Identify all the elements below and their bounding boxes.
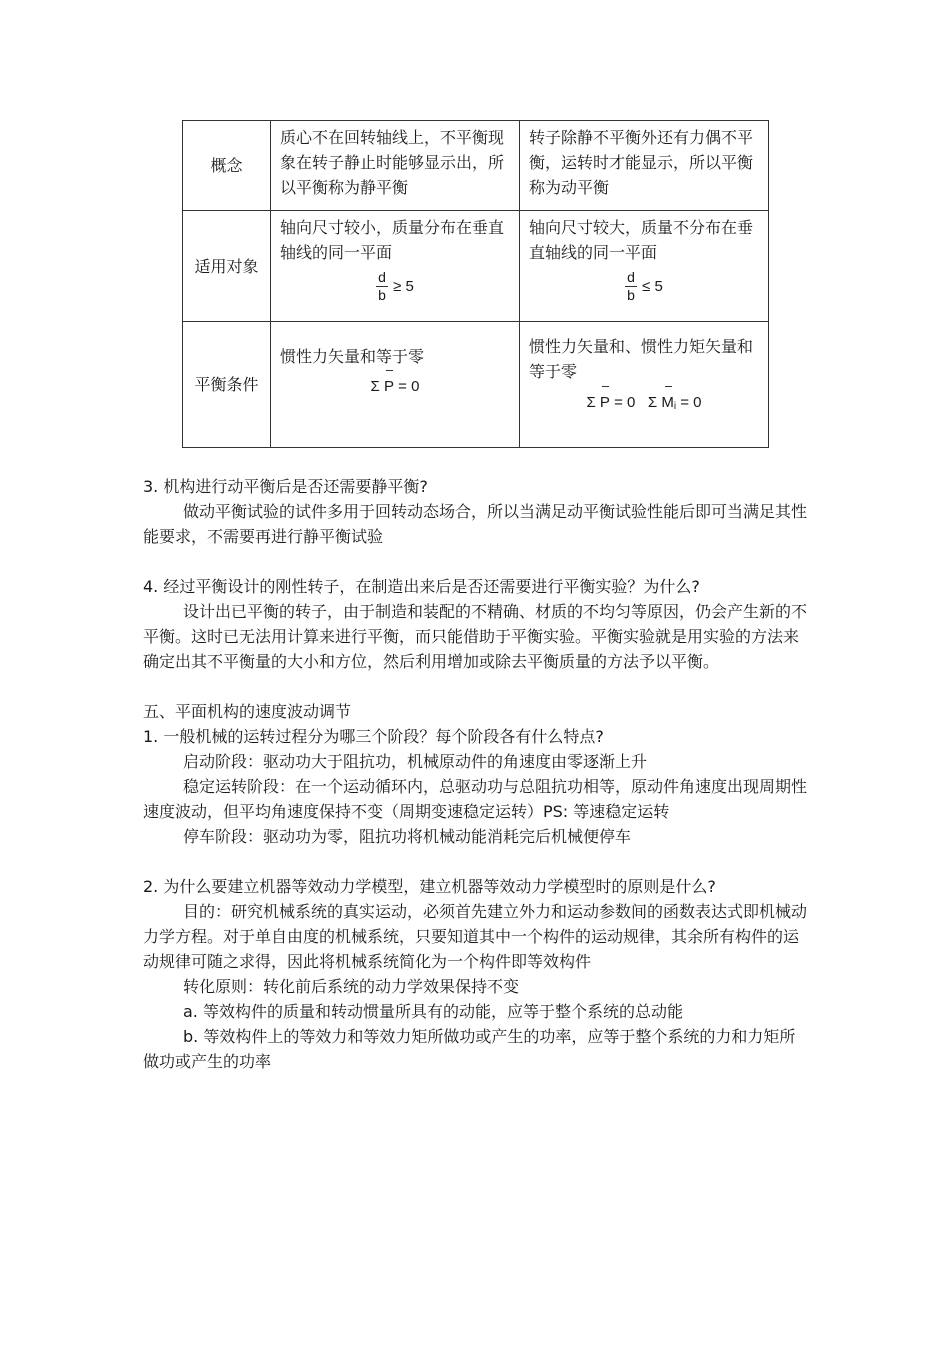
ratio-formula — [529, 269, 759, 304]
equation-rhs: = 0 — [680, 394, 702, 411]
question-title: 3. 机构进行动平衡后是否还需要静平衡? — [143, 477, 428, 496]
principle-a: a. 等效构件的质量和转动惯量所具有的动能，应等于整个系统的总动能 — [183, 1002, 683, 1021]
denominator: b — [627, 287, 635, 303]
static-cell: 质心不在回转轴线上，不平衡现象在转子静止时能够显示出，所以平衡称为静平衡 — [271, 121, 520, 211]
question-title: 1. 一般机械的运转过程分为哪三个阶段？每个阶段各有什么特点? — [143, 727, 604, 746]
row-label-text: 平衡条件 — [194, 375, 259, 394]
table-row — [183, 322, 769, 448]
principle-b: b. 等效构件上的等效力和等效力矩所做功或产生的功率，应等于整个系统的力和力矩所做功或产生的功率 — [143, 1027, 796, 1071]
equation-rhs: = 0 — [398, 378, 420, 395]
fraction — [376, 269, 388, 304]
balance-comparison-table — [182, 120, 769, 448]
document-body — [143, 474, 809, 1074]
section-heading: 五、平面机构的速度波动调节 — [143, 702, 352, 721]
sum-formula — [529, 390, 759, 419]
sigma-symbol: Σ — [586, 394, 596, 411]
stage-start: 启动阶段：驱动功大于阻抗功，机械原动件的角速度由零逐渐上升 — [183, 752, 648, 771]
dynamic-cell — [520, 322, 769, 448]
table-row — [183, 211, 769, 322]
question-title: 4. 经过平衡设计的刚性转子，在制造出来后是否还需要进行平衡实验？为什么? — [143, 577, 700, 596]
static-cell — [271, 211, 520, 322]
force-vector: P — [600, 390, 610, 415]
purpose-paragraph: 目的：研究机械系统的真实运动，必须首先建立外力和运动参数间的函数表达式即机械动力学方程。对于单自由度的机械系统，只要知道其中一个构件的运动规律，其余所有构件的运动规律可随之求得，因此将机械系统简化为一个构件即等效构件 — [143, 902, 808, 971]
relation: ≥ 5 — [393, 278, 414, 295]
static-text: 惯性力矢量和等于零 — [280, 347, 425, 366]
relation: ≤ 5 — [642, 278, 663, 295]
sigma-symbol: Σ — [647, 394, 658, 411]
denominator: b — [378, 287, 386, 303]
row-label — [183, 322, 271, 448]
principle-line: 转化原则：转化前后系统的动力学效果保持不变 — [183, 977, 520, 996]
fraction — [625, 269, 637, 304]
equation-rhs: = 0 — [614, 394, 636, 411]
stage-stop: 停车阶段：驱动功为零，阻抗功将机械动能消耗完后机械便停车 — [183, 827, 632, 846]
moment-vector: M — [661, 390, 674, 415]
sigma-symbol: Σ — [370, 378, 380, 395]
dynamic-text: 惯性力矢量和、惯性力矩矢量和等于零 — [529, 337, 754, 381]
ratio-formula — [280, 269, 510, 304]
answer-paragraph: 设计出已平衡的转子，由于制造和装配的不精确、材质的不均匀等原因，仍会产生新的不平衡。这时已无法用计算来进行平衡，而只能借助于平衡实验。平衡实验就是用实验的方法来确定出其不平衡量的大小和方位，然后利用增加或除去平衡质量的方法予以平衡。 — [143, 602, 808, 671]
static-cell — [271, 322, 520, 448]
static-text: 轴向尺寸较小，质量分布在垂直轴线的同一平面 — [280, 218, 505, 262]
stage-steady: 稳定运转阶段：在一个运动循环内，总驱动功与总阻抗功相等，原动件角速度出现周期性速度波动，但平均角速度保持不变（周期变速稳定运转）PS: 等速稳定运转 — [143, 777, 808, 821]
row-label: 概念 — [183, 121, 271, 211]
dynamic-cell: 转子除静不平衡外还有力偶不平衡，运转时才能显示，所以平衡称为动平衡 — [520, 121, 769, 211]
force-vector: P — [384, 374, 394, 399]
dynamic-text: 轴向尺寸较大，质量不分布在垂直轴线的同一平面 — [529, 218, 754, 262]
numerator: d — [378, 269, 386, 285]
answer-paragraph: 做动平衡试验的试件多用于回转动态场合，所以当满足动平衡试验性能后即可当满足其性能要求，不需要再进行静平衡试验 — [143, 502, 808, 546]
table-row — [183, 121, 769, 211]
question-title: 2. 为什么要建立机器等效动力学模型，建立机器等效动力学模型时的原则是什么? — [143, 877, 716, 896]
row-label: 适用对象 — [183, 211, 271, 322]
numerator: d — [627, 269, 635, 285]
dynamic-cell — [520, 211, 769, 322]
subscript: i — [673, 401, 677, 412]
sum-formula — [280, 374, 510, 399]
